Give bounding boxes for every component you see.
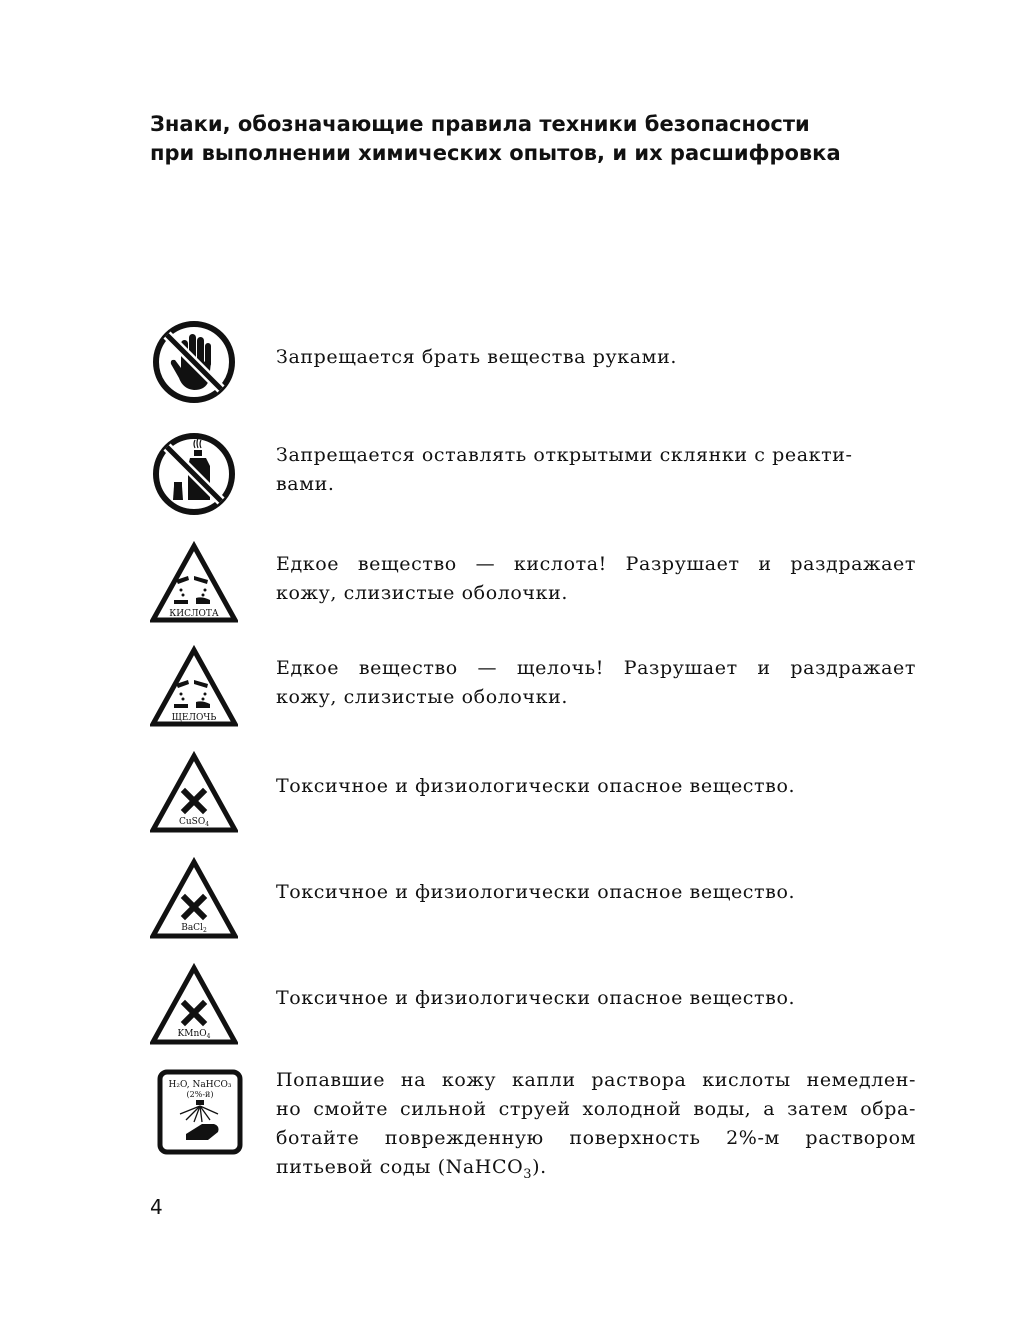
sign-description: Токсичное и физиологически опасное вещество. bbox=[276, 881, 796, 903]
sign-description: Запрещается оставлять открытыми склянки с реакти- вами. bbox=[276, 444, 853, 495]
svg-text:KMnO4: KMnO$_4$ bbox=[177, 1029, 211, 1040]
title-line: при выполнении химических опытов, и их расшифровка bbox=[150, 141, 841, 165]
no-open-bottle-icon bbox=[150, 430, 238, 518]
page-number: 4 bbox=[150, 1195, 163, 1219]
toxic-bacl2-icon bbox=[150, 856, 238, 944]
toxic-cuso4-icon bbox=[150, 750, 238, 838]
alkali-warning-icon bbox=[150, 644, 238, 732]
svg-text:H₂O, NaHCO₃: H₂O, NaHCO₃ bbox=[168, 1080, 232, 1090]
title-line: Знаки, обозначающие правила техники безопасности bbox=[150, 112, 810, 136]
sign-description: Попавшие на кожу капли раствора кислоты немедлен- но смойте сильной струей холодной воды, а затем обра- ботайте поврежденную поверхность 2%-м раствором питьевой соды (NaHCO$_3$). bbox=[276, 1069, 916, 1182]
wash-skin-icon bbox=[156, 1068, 244, 1156]
svg-text:КИСЛОТА: КИСЛОТА bbox=[169, 609, 219, 619]
toxic-kmno4-icon bbox=[150, 962, 238, 1050]
svg-text:ЩЕЛОЧЬ: ЩЕЛОЧЬ bbox=[171, 713, 217, 723]
no-hands-icon bbox=[150, 318, 238, 406]
page-title bbox=[150, 110, 910, 168]
sign-description: Токсичное и физиологически опасное вещество. bbox=[276, 987, 796, 1009]
sign-description: Едкое вещество — щелочь! Разрушает и раздражает кожу, слизистые оболочки. bbox=[276, 657, 916, 708]
sign-description: Едкое вещество — кислота! Разрушает и раздражает кожу, слизистые оболочки. bbox=[276, 553, 916, 604]
sign-description: Запрещается брать вещества руками. bbox=[276, 346, 677, 368]
svg-text:CuSO4: CuSO$_4$ bbox=[178, 817, 210, 828]
acid-warning-icon bbox=[150, 540, 238, 628]
svg-text:BaCl2: BaCl$_2$ bbox=[181, 923, 207, 934]
sign-description: Токсичное и физиологически опасное вещество. bbox=[276, 775, 796, 797]
svg-text:(2%-й): (2%-й) bbox=[186, 1090, 214, 1099]
